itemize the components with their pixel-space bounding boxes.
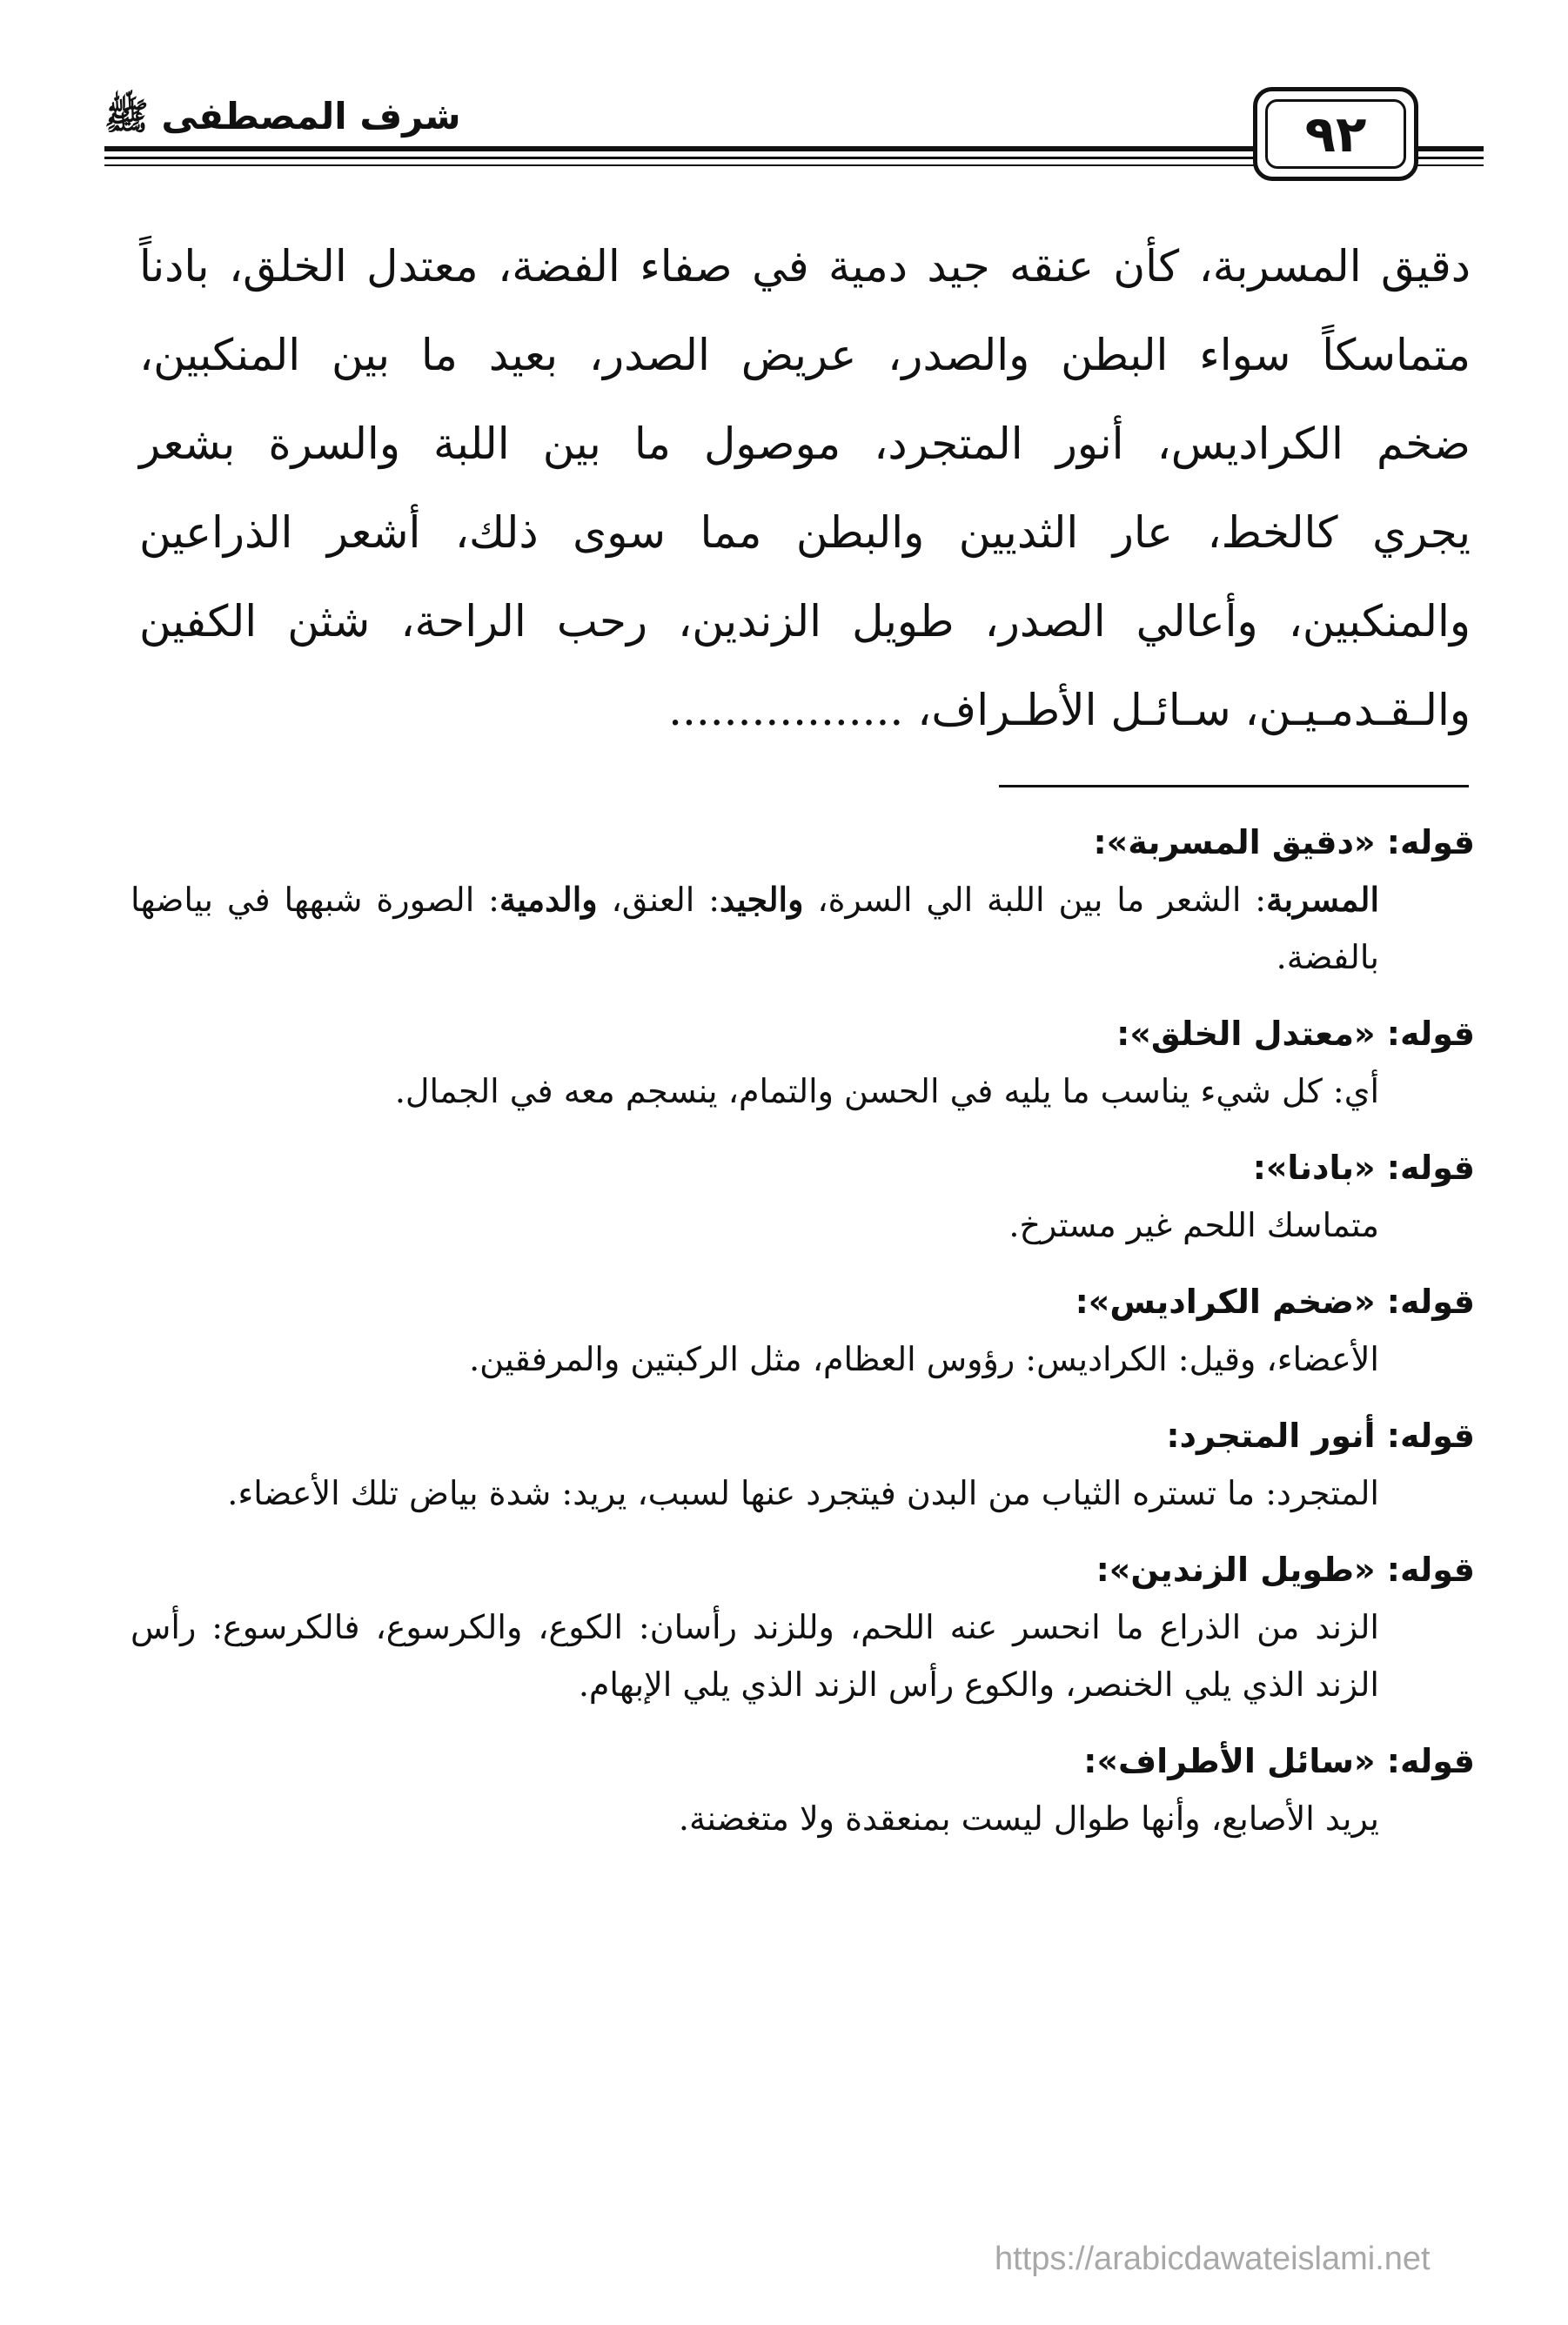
defined-term: المسربة	[1266, 880, 1379, 919]
note-body: متماسك اللحم غير مسترخ.	[1008, 1206, 1379, 1244]
main-text-last-phrase: والـقـدمـيـن، سـائـل الأطـراف،	[917, 685, 1471, 735]
note-mutadil-al-khalq	[131, 1005, 1475, 1120]
note-body: الأعضاء، وقيل: الكراديس: رؤوس العظام، مثل الركبتين والمرفقين.	[469, 1340, 1379, 1378]
note-tawil-al-zandayn	[131, 1541, 1475, 1713]
main-text-line: والمنكبين، وأعالي الصدر، طويل الزندين، رحب الراحة، شثن الكفين	[139, 596, 1471, 647]
note-text: : العنق،	[597, 881, 720, 919]
note-heading: قوله: «سائل الأطراف»:	[1083, 1742, 1475, 1780]
main-text-line: دقيق المسربة، كأن عنقه جيد دمية في صفاء الفضة، معتدل الخلق، بادناً	[139, 241, 1471, 291]
main-text-line: ضخم الكراديس، أنور المتجرد، موصول ما بين اللبة والسرة بشعر	[139, 419, 1471, 469]
main-text-line: متماسكاً سواء البطن والصدر، عريض الصدر، بعيد ما بين المنكبين،	[139, 330, 1471, 380]
note-body: الزند من الذراع ما انحسر عنه اللحم، وللزند رأسان: الكوع، والكرسوع، فالكرسوع: رأس الزند الذي يلي الخنصر، والكوع رأس الزند الذي يلي الإبهام.	[131, 1608, 1379, 1704]
note-sail-al-atraf	[131, 1732, 1475, 1847]
note-heading: قوله: «دقيق المسربة»:	[1093, 823, 1475, 861]
footnote-separator	[999, 785, 1469, 787]
continuation-dots: .................	[668, 685, 904, 735]
note-anwar-al-mutajarrad	[131, 1407, 1475, 1522]
note-body: المتجرد: ما تستره الثياب من البدن فيتجرد عنها لسبب، يريد: شدة بياض تلك الأعضاء.	[227, 1474, 1379, 1512]
note-text: : الشعر ما بين اللبة الي السرة،	[803, 881, 1267, 919]
running-header-title: شرف المصطفى ﷺ	[104, 95, 461, 137]
note-text: : الصورة شبهها في بياضها بالفضة.	[131, 881, 1379, 976]
commentary-notes	[131, 814, 1475, 1866]
note-heading: قوله: «معتدل الخلق»:	[1116, 1015, 1475, 1053]
note-dakhm-al-karadis	[131, 1273, 1475, 1388]
main-text	[139, 222, 1471, 754]
note-dakik-al-masraba	[131, 814, 1475, 986]
note-heading: قوله: «ضخم الكراديس»:	[1075, 1283, 1475, 1321]
note-heading: قوله: «طويل الزندين»:	[1096, 1551, 1475, 1589]
note-badinan	[131, 1139, 1475, 1254]
source-watermark: https://arabicdawateislami.net	[995, 2241, 1431, 2277]
note-heading: قوله: «بادنا»:	[1252, 1149, 1475, 1187]
page-number-frame	[1253, 87, 1418, 181]
note-body: أي: كل شيء يناسب ما يليه في الحسن والتمام، ينسجم معه في الجمال.	[394, 1072, 1379, 1110]
defined-term: والجيد	[720, 880, 804, 919]
page-number: ٩٢	[1304, 104, 1367, 164]
main-text-last-line	[139, 666, 1471, 754]
main-text-line: يجري كالخط، عار الثديين والبطن مما سوى ذلك، أشعر الذراعين	[139, 507, 1471, 558]
note-body: يريد الأصابع، وأنها طوال ليست بمنعقدة ولا متغضنة.	[678, 1799, 1379, 1838]
defined-term: والدمية	[499, 880, 598, 919]
note-body	[131, 871, 1475, 986]
note-heading: قوله: أنور المتجرد:	[1166, 1417, 1475, 1455]
